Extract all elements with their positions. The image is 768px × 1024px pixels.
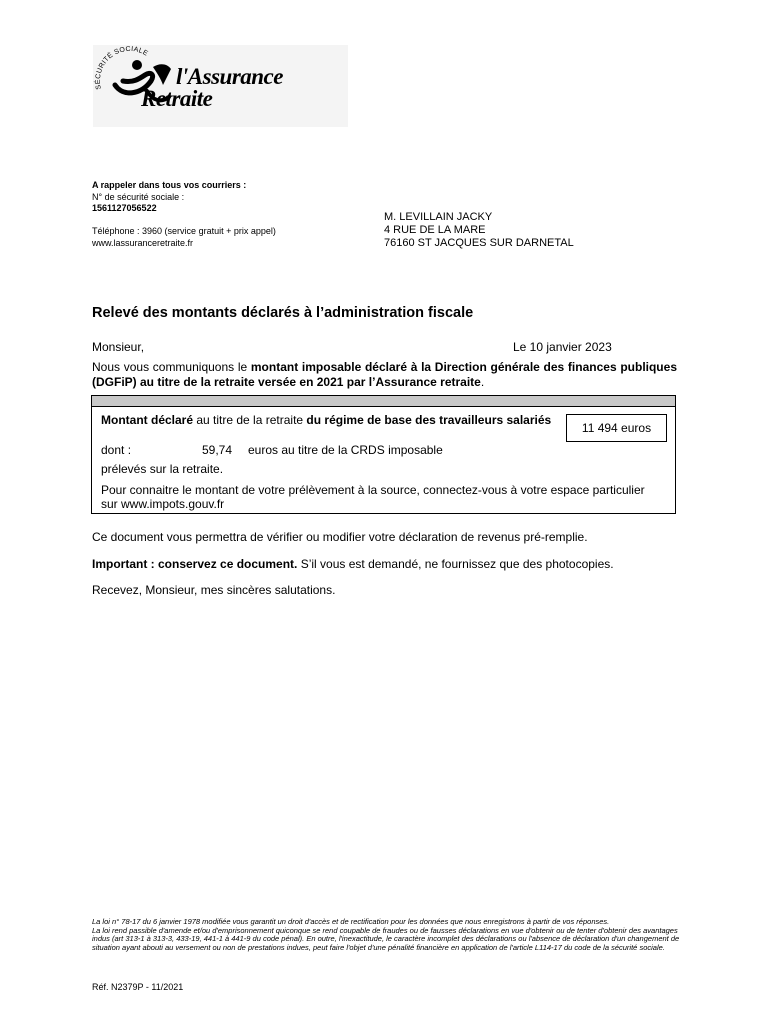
declared-amount-value: 11 494 euros — [566, 414, 667, 442]
logo-text-assurance: l'Assurance — [176, 64, 283, 89]
declaration-box — [91, 395, 676, 514]
legal-notice-1: La loi n° 78-17 du 6 janvier 1978 modifiée vous garantit un droit d'accès et de rectification pour les données que nous enregistrons à partir de vos réponses. — [92, 917, 610, 926]
prelevement-info: Pour connaitre le montant de votre prélèvement à la source, connectez-vous à votre espace particulier sur www.impots.gouv.fr — [101, 483, 645, 511]
phone-info: Téléphone : 3960 (service gratuit + prix appel) — [92, 226, 276, 236]
recipient-name: M. LEVILLAIN JACKY — [384, 211, 493, 223]
website-link[interactable]: www.lassuranceretraite.fr — [92, 237, 194, 248]
box-header-bar — [92, 396, 675, 407]
intro-text-2: . — [480, 375, 485, 389]
recipient-street: 4 RUE DE LA MARE — [384, 224, 486, 236]
declared-label-plain: au titre de la retraite — [193, 413, 307, 427]
ssn-label: N° de sécurité sociale : — [92, 191, 185, 202]
declared-label-bold: Montant déclaré — [101, 413, 194, 427]
dont-label: dont : — [101, 443, 132, 457]
logo-arc-text: SÉCURITÉ SOCIALE — [94, 45, 150, 91]
intro-text-bold: montant imposable déclaré à la Direction générale des finances publiques (DGFiP) au titre de la retraite versée en 2021 par l’Assurance retraite — [92, 360, 677, 389]
document-reference: Réf. N2379P - 11/2021 — [92, 982, 184, 992]
recipient-address — [384, 211, 574, 250]
declared-label-regime: du régime de base des travailleurs salariés — [306, 413, 552, 427]
important-bold: Important : conservez ce document. — [92, 557, 298, 571]
verification-paragraph: Ce document vous permettra de vérifier ou modifier votre déclaration de revenus pré-remplie. — [92, 530, 588, 544]
important-rest: S’il vous est demandé, ne fournissez que des photocopies. — [297, 557, 614, 571]
salutation: Monsieur, — [92, 340, 145, 354]
letter-date: Le 10 janvier 2023 — [513, 340, 612, 354]
reminder-label: A rappeler dans tous vos courriers : — [92, 180, 247, 190]
legal-notice — [92, 918, 680, 952]
recipient-city: 76160 ST JACQUES SUR DARNETAL — [384, 237, 574, 249]
ssn-value: 1561127056522 — [92, 203, 157, 213]
important-paragraph — [92, 557, 614, 571]
sender-info — [92, 180, 276, 249]
assurance-retraite-logo — [93, 45, 348, 127]
closing-paragraph: Recevez, Monsieur, mes sincères salutations. — [92, 583, 336, 597]
crds-label: euros au titre de la CRDS imposable — [248, 443, 443, 457]
logo-text-retraite: Retraite — [141, 86, 213, 111]
intro-text-1: Nous vous communiquons le — [92, 360, 251, 374]
legal-notice-2: La loi rend passible d'amende et/ou d'emprisonnement quiconque se rend coupable de fraudes ou de fausses déclarations en vue d'obtenir ou de tenter d'obtenir des avantages indus (art 313-1 à 313-3, 433-19, 441-1 à 441-9 du code pénal). En outre, l'inexactitude, le caractère incomplet des déclarations ou l'absence de déclaration d'un changement de situation ayant abouti au versement ou non de prestations indues, peut faire l'objet d'une pénalité financière en application de l'article L114-17 du code de la sécurité sociale. — [92, 925, 680, 952]
declared-amount-label — [101, 414, 561, 426]
intro-paragraph — [92, 360, 677, 390]
letter-title: Relevé des montants déclarés à l’administration fiscale — [92, 305, 474, 321]
crds-value: 59,74 — [202, 443, 233, 457]
preleves-text: prélevés sur la retraite. — [101, 462, 224, 476]
